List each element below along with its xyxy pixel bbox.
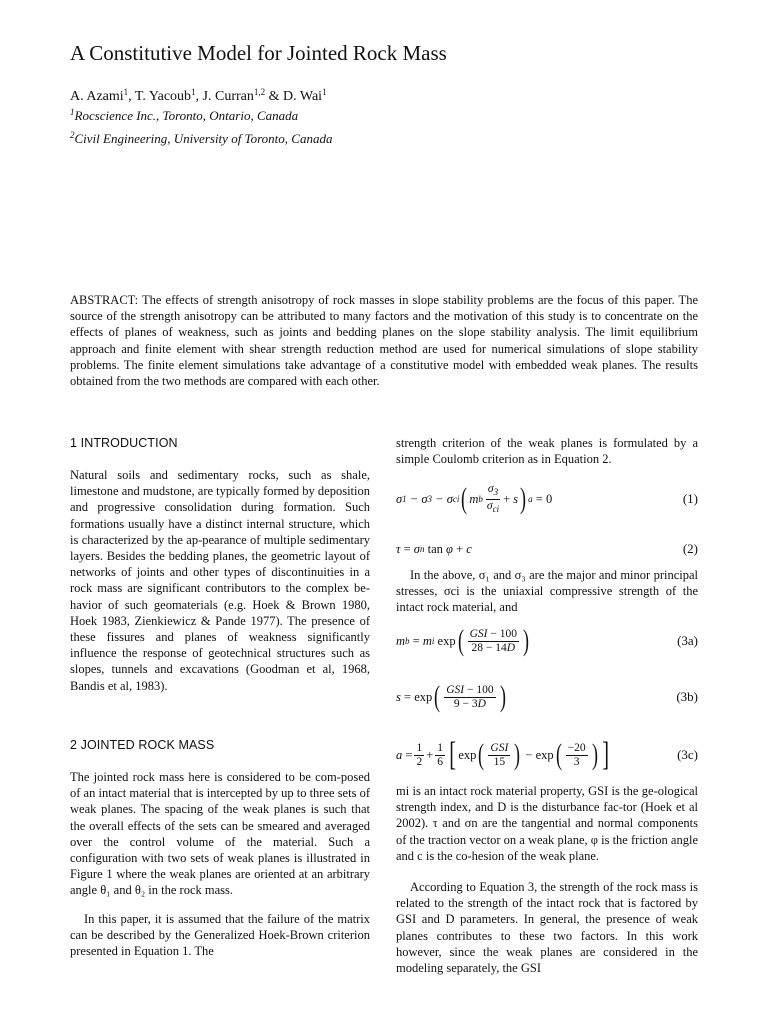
author-affil-mark: 1 bbox=[123, 87, 129, 97]
section-heading-jointed-rock-mass: 2 JOINTED ROCK MASS bbox=[70, 738, 215, 752]
author-affil-mark: 1 bbox=[191, 87, 196, 97]
section-heading-introduction: 1 INTRODUCTION bbox=[70, 436, 178, 450]
abstract: ABSTRACT: The effects of strength anisotropy of rock masses in slope stability problems are the focus of this paper. The source of the strength anisotropy can be attributed to many factors and the motivation of this study is to concentrate on the effects of planes of weakness, such as joints and bedding planes on the slope stability analysis. The limit equilibrium approach and finite element with shear strength reduction method are used for numerical simulations of slope stability problems. The finite element simulations take advantage of a constitutive model with embedded weak planes. The results obtained from the two methods are compared with each other. bbox=[70, 293, 698, 389]
author-name: A. Azami bbox=[70, 89, 124, 104]
paper-title: A Constitutive Model for Jointed Rock Mass bbox=[70, 41, 447, 65]
affiliation-1 bbox=[70, 108, 298, 124]
affiliation-text: Rocscience Inc., Toronto, Ontario, Canada bbox=[74, 108, 299, 123]
affiliation-mark: 2 bbox=[70, 130, 75, 140]
equation-3c-formula: a = $\frac{1}{2}$ + $\frac{1}{6}$ [ exp ( $\frac{\text{GSI}}{15}$ ) − exp ( $\frac{-20}{3}$ ) ] bbox=[396, 736, 609, 773]
equation-1-formula: σ 1 − σ 3 − σ ci ( m b $\frac{\sigma_3}{\sigma_{ci}}$ + s ) a = 0 bbox=[396, 482, 553, 515]
author-list bbox=[70, 88, 327, 106]
author-name: & D. Wai bbox=[265, 89, 323, 104]
equation-2 bbox=[396, 531, 698, 567]
weak-plane-paragraph: strength criterion of the weak planes is formulated by a simple Coulomb criterion as in Equation 2. bbox=[396, 436, 698, 467]
equation-3c bbox=[396, 735, 698, 775]
author-name: , T. Yacoub bbox=[128, 89, 192, 104]
equation-2-formula: τ = σ n tan φ + c bbox=[396, 541, 472, 556]
jointed-rock-mass-paragraph: The jointed rock mass here is considered to be com-posed of an intact material that is intercepted by up to three sets of weak planes. The spacing of the weak planes is such that the overall effects of the sets can be smeared and averaged over the control volume of the material. Such a configuration with two sets of weak planes is illustrated in Figure 1 where the weak planes are oriented at an arbitrary angle θ₁ and θ₂ in the rock mass. bbox=[70, 770, 370, 898]
equation-3a bbox=[396, 623, 698, 659]
equation-3b bbox=[396, 679, 698, 715]
jointed-rock-mass-paragraph-2: In this paper, it is assumed that the failure of the matrix can be described by the Generalized Hoek-Brown criterion presented in Equation 1. The bbox=[70, 912, 370, 959]
author-affil-mark: 1,2 bbox=[253, 87, 266, 97]
equation-3b-number: (3b) bbox=[676, 689, 698, 704]
author-name: , J. Curran bbox=[195, 89, 254, 104]
equation-3c-number: (3c) bbox=[677, 747, 698, 762]
strength-discussion-paragraph: According to Equation 3, the strength of the rock mass is related to the strength of the intact rock that is factored by GSI and D parameters. In general, the presence of weak planes contributes to these two factors. In this work however, since the weak planes are considered in the modeling separately, the GSI bbox=[396, 880, 698, 976]
introduction-paragraph: Natural soils and sedimentary rocks, such as shale, limestone and mudstone, are typically formed by deposition and progressive consolidation during formation. Such formations usually have a distinct internal structure, which is characterized by the ap-pearance of multiple sedimentary layers. Besides the bedding planes, the geometric layout of networks of joints and other types of discontinuities in a rock mass are significant contributors to the complex be-havior of such geomaterials (e.g. Hoek & Brown 1980, Hoek 1983, Zienkiewicz & Pande 1977). The presence of these fissures and planes of weakness significantly influence the response of geotechnical structures such as slopes, tunnels and excavations (Goodman et al, 1968, Bandis et al, 1983). bbox=[70, 468, 370, 693]
equation-2-number: (2) bbox=[682, 541, 698, 556]
equation-1-number: (1) bbox=[682, 491, 698, 506]
equation-1 bbox=[396, 481, 698, 517]
equation-3a-number: (3a) bbox=[677, 633, 698, 648]
equation-3b-formula: s = exp ( $\frac{\text{GSI − 100}}{9 - 3D}$ ) bbox=[396, 680, 506, 713]
parameter-definitions-paragraph: mi is an intact rock material property, GSI is the ge-ological strength index, and D is the disturbance fac-tor (Hoek et al 2002). τ and σn are the tangential and normal components of the traction vector on a weak plane, φ is the friction angle and c is the co-hesion of the weak plane. bbox=[396, 784, 698, 863]
author-affil-mark: 1 bbox=[322, 87, 327, 97]
stress-definitions-paragraph: In the above, σ₁ and σ₃ are the major and minor principal stresses, σci is the uniaxial compressive strength of the intact rock material, and bbox=[396, 568, 698, 615]
affiliation-text: Civil Engineering, University of Toronto, Canada bbox=[74, 131, 333, 146]
affiliation-2 bbox=[70, 131, 332, 147]
equation-3a-formula: m b = m i exp ( $\frac{\text{GSI − 100}}{28 - 14D}$ ) bbox=[396, 624, 529, 657]
affiliation-mark: 1 bbox=[70, 107, 75, 117]
